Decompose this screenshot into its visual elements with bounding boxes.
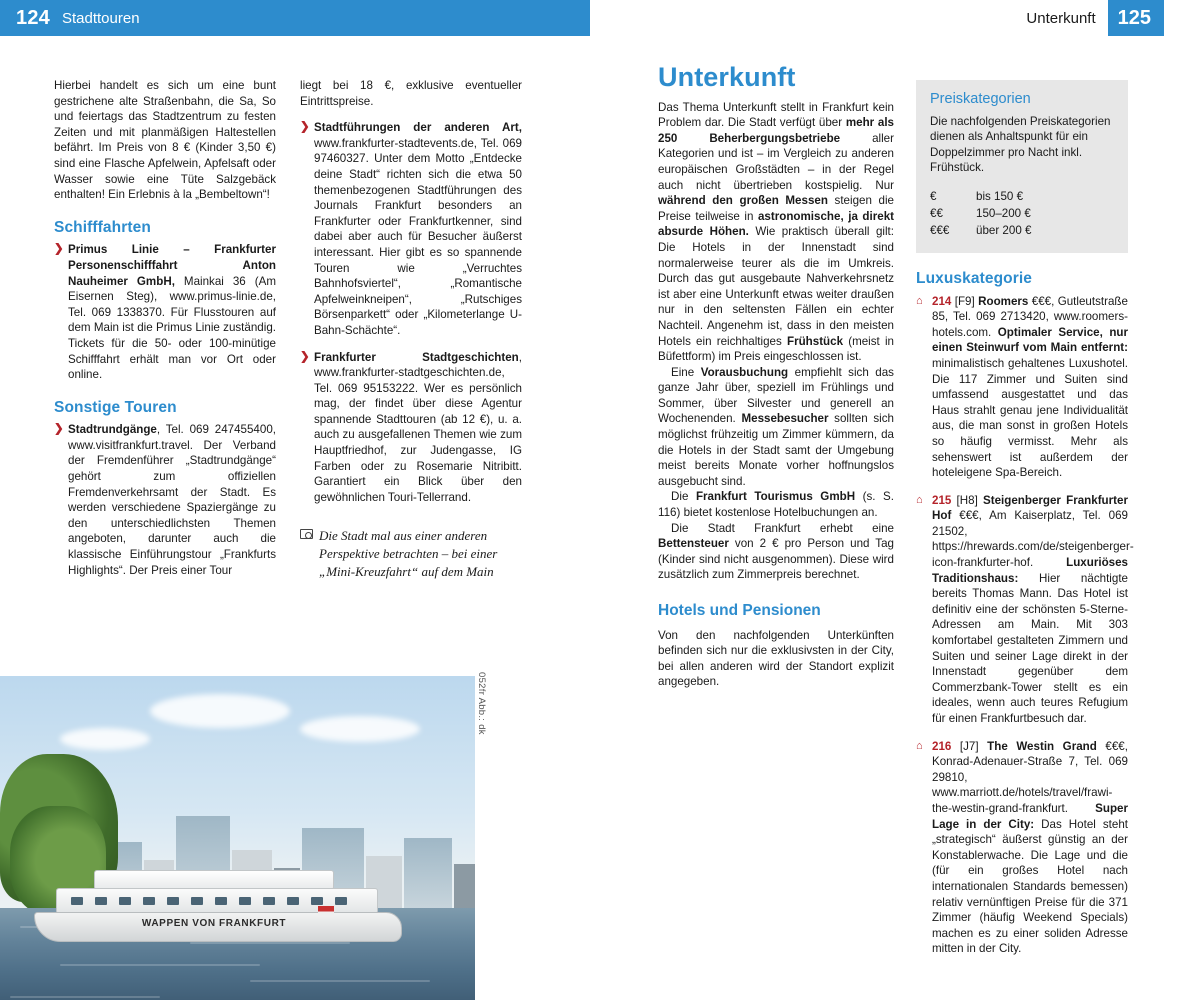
paragraph-vorausbuchung (658, 365, 894, 490)
ship-window (287, 897, 299, 905)
wave (250, 980, 430, 982)
hotel-number: 214 (932, 294, 952, 308)
heading-luxuskategorie: Luxuskategorie (916, 269, 1032, 287)
heading-hotels-und-pensionen: Hotels und Pensionen (658, 602, 821, 619)
ship-window (191, 897, 203, 905)
text-run-bold: Bettensteuer (658, 537, 729, 551)
hotel-address: , Gutleutstraße 85, Tel. 069 2713420, www.roomers-hotels.com. (932, 294, 1128, 339)
chevron-right-icon: ❯ (300, 350, 310, 363)
right-header-content (1026, 0, 1180, 36)
hotel-description: Das Hotel steht „strategisch“ äußerst günstig an der Konstablerwache. Die Lage und die (für ein großes Hotel nach internationalen Standards bemessen) relativ vernünftigen Preise für die 371 Zimmer (häufig Weekend Specials) machen es zu einer soliden Adresse mitten in der City. (932, 817, 1128, 956)
hotel-entry (916, 739, 1128, 957)
page-number-right: 125 (1108, 0, 1164, 36)
ship-window (95, 897, 107, 905)
chevron-right-icon: ❯ (300, 121, 310, 134)
list-item-text: , Tel. 069 247455400, www.visitfrankfurt.travel. Der Verband der Fremdenführer „Stadtrundgänge“ gehört zum offiziellen Fremdenverkehrsamt der Stadt. Es werden verschiedene Spaziergänge zu den unterschiedlichsten Themen angeboten, darunter auch die klassische Einführungstour „Frankfurts Highlights“. Der Preis einer Tour (68, 423, 276, 577)
hotel-map-ref: [F9] (954, 294, 975, 308)
cloud-shape (300, 716, 420, 742)
list-item-text: Mainkai 36 (Am Eisernen Steg), www.primus-linie.de, Tel. 069 1338370. Für Flusstouren auf dem Main ist die Primus Linie zuständig. Tickets für die 50- oder 100-minütige Schifffahrt erhält man vor Ort oder online. (68, 274, 276, 382)
price-table (930, 188, 1114, 239)
text-run: Wie praktisch überall gilt: Die Hotels in der Innenstadt sind normalerweise teurer als die im Umkreis. Durch das gut ausgebaute Nahverkehrsnetz ist aber eine Unterkunft etwas weiter draußen nur in den seltensten Fällen ein echter Nachteil. Angenehm ist, dass in den meisten Hotels ein reichhaltiges (658, 225, 894, 348)
price-symbol: €€€ (930, 223, 950, 237)
cloud-shape (150, 694, 290, 728)
ship-window (71, 897, 83, 905)
hotel-entry (916, 493, 1134, 727)
paragraph-tourismus (658, 489, 894, 520)
hotel-price-category: €€€ (1105, 739, 1125, 753)
text-run: von 2 € pro Person und Tag (Kinder sind nicht ausgenommen). Diese wird zusätzlich zum Zimmerpreis berechnet. (658, 537, 894, 582)
hotel-marker-icon: ⌂ (916, 493, 923, 506)
ship-window (311, 897, 323, 905)
list-item (300, 350, 522, 506)
column-4 (916, 80, 1134, 969)
price-symbol: €€ (930, 206, 943, 220)
building (454, 864, 475, 912)
price-range: 150–200 € (976, 206, 1031, 220)
left-header-content (0, 0, 140, 36)
price-categories-title: Preiskategorien (930, 91, 1031, 107)
hotel-highlight: Optimaler Service, nur einen Steinwurf vom Main entfernt: (932, 325, 1128, 355)
text-run-bold: mehr als 250 Beherbergungsbetriebe (658, 116, 894, 145)
hotel-highlight: Luxuriöses Traditionshaus: (932, 556, 1128, 585)
running-head-left: Stadttouren (61, 9, 140, 27)
hotel-marker-icon: ⌂ (916, 294, 923, 307)
column-3 (658, 62, 895, 690)
price-symbol: € (930, 189, 937, 203)
hotel-highlight: Super Lage in der City: (932, 801, 1128, 831)
running-head-right: Unterkunft (1026, 9, 1096, 27)
hotel-number: 215 (932, 493, 952, 507)
list-item (54, 242, 276, 382)
paragraph-bettensteuer (658, 521, 894, 583)
list-item-text: www.frankfurter-stadtevents.de, Tel. 069 97460327. Unter dem Motto „Entdecke deine Stadt“ richten sich die etwa 50 themenbezogenen Stadtführungen des Journals Frankfurt besonders an Frankfurter oder Frankfurtkenner, sind dabei aber auch für Besucher äußerst interessant. Hier gibt es so spannende Touren wie „Verruchtes Bahnhofsviertel“, „Romantische Apfelweinkneipen“, „Rutschiges Börsenparkett“ oder „Kilometerlange U-Bahn-Schächte“. (314, 136, 522, 337)
camera-icon (300, 529, 313, 539)
text-run: empfiehlt sich das ganze Jahr über, speziell im Frühlings und Sommer, über Silvester und generell an Wochenenden. (658, 365, 894, 426)
hotel-description: Hier nächtigte bereits Thomas Mann. Das Hotel ist definitiv eine der schönsten 5-Sterne-Adressen am Main. Mit 303 komfortabel gestalteten Zimmern und Suiten und seiner Lage direkt in der Innenstadt gegenüber dem Commerzbank-Tower stellt es ein ideales, wenn auch teures Refugium für einen Frankfurtbesuch dar. (932, 571, 1128, 725)
list-item-title: Primus Linie – Frankfurter Personenschifffahrt Anton Nauheimer GmbH, (68, 243, 276, 288)
ship-name-label: WAPPEN VON FRANKFURT (141, 918, 287, 929)
paragraph-continued: liegt bei 18 €, exklusive eventueller Eintrittspreise. (300, 79, 522, 108)
hotel-number: 216 (932, 739, 952, 753)
text-run: (s. S. 116) bietet kostenlose Hotelbuchungen an. (658, 490, 895, 520)
text-run-bold: astronomische, ja direkt absurde Höhen. (658, 209, 895, 239)
text-run: Eine (671, 365, 701, 379)
column-2 (300, 78, 522, 581)
text-run-bold: Frühstück (786, 334, 844, 348)
river-cruise-ship (34, 868, 402, 944)
text-run-bold: Messebesucher (741, 412, 829, 426)
text-run: Die Stadt Frankfurt erhebt eine (671, 521, 894, 535)
text-run-bold: Frankfurt Tourismus GmbH (695, 490, 856, 504)
hotel-address: , Am Kaiserplatz, Tel. 069 21502, https://hrewards.com/de/steigenberger-icon-frankfurter-hof. (932, 509, 1134, 570)
table-row (930, 222, 1114, 239)
hotel-map-ref: [J7] (959, 739, 979, 753)
text-run: steigen die Preise teilweise in (658, 194, 894, 223)
chevron-right-icon: ❯ (54, 423, 64, 436)
list-item-title: Stadtführungen der anderen Art, (314, 121, 522, 135)
page-number-left: 124 (16, 6, 50, 29)
price-range: bis 150 € (976, 189, 1024, 203)
text-run: Das Thema Unterkunft stellt in Frankfurt kein Problem dar. Die Stadt verfügt über (658, 100, 894, 130)
list-item (54, 422, 276, 578)
ship-window (215, 897, 227, 905)
text-run: (meist in Büfettform) im Preis eingeschlossen ist. (658, 334, 894, 364)
heading-sonstige-touren: Sonstige Touren (54, 398, 177, 416)
photo-credit: 052fr Abb.: dk (476, 672, 487, 735)
ship-window (143, 897, 155, 905)
text-run-bold: während den großen Messen (658, 194, 828, 208)
wave (60, 964, 260, 966)
hotel-marker-icon: ⌂ (916, 739, 923, 752)
paragraph-bembeltown: Hierbei handelt es sich um eine bunt gestrichene alte Straßenbahn, die Sa, So und feiertags das Stadtzentrum zu festen Zeiten und mit planmäßigen Haltestellen befährt. Im Preis von 8 € (Kinder 3,50 €) sind eine Flasche Apfelwein, Apfelsaft oder Wasser sowie eine Tüte Salzgebäck enthalten! Ein Erlebnis à la „Bembeltown“! (54, 79, 276, 202)
hotel-price-category: €€€ (959, 509, 979, 523)
ship-window (239, 897, 251, 905)
hotel-name: Roomers (978, 294, 1029, 308)
photo-caption (300, 527, 522, 581)
text-run: sollten sich möglichst frühzeitig um Zimmer kümmern, da die Hotels in der Stadt samt der Umgebung meist bereits Monate vorher hoffnungslos ausgebucht sind. (658, 412, 894, 488)
list-item-title: Frankfurter Stadtgeschichten (314, 350, 519, 364)
text-run: aller Kategorien und ist – im Vergleich zu anderen europäischen Großstädten – in der Regel auch nicht übertrieben kostspielig. Nur (658, 131, 894, 192)
price-range: über 200 € (976, 223, 1032, 237)
hotel-map-ref: [H8] (956, 493, 978, 507)
ship-window (263, 897, 275, 905)
ship-window (167, 897, 179, 905)
hotel-description: minimalistisch gehaltenes Luxushotel. Die 117 Zimmer und Suiten sind umfassend ausgestattet und das Haus strahlt genau jene Individualität aus, die man sonst in großen Hotels so häufig vermisst. Mehr als sehenswert ist außerdem der hoteleigene Spa-Bereich. (932, 356, 1128, 480)
building (404, 838, 452, 912)
paragraph-hotels-intro: Von den nachfolgenden Unterkünften befinden sich nur die exklusivsten in der City, bei allen anderen wird der Standort explizit angegeben. (658, 628, 894, 689)
hotel-entry (916, 294, 1128, 481)
price-categories-box (916, 80, 1128, 253)
cloud-shape (60, 728, 150, 750)
hotel-name: The Westin Grand (987, 739, 1097, 753)
hotel-price-category: €€€ (1031, 294, 1052, 308)
ship-upper-deck (94, 870, 334, 890)
chapter-title: Unterkunft (658, 62, 796, 92)
ship-flag (318, 906, 334, 917)
price-categories-text: Die nachfolgenden Preiskategorien dienen als Anhaltspunkt für ein Doppelzimmer pro Nacht inkl. Frühstück. (930, 114, 1111, 175)
text-run-bold: Vorausbuchung (700, 365, 789, 379)
photo-caption-text: Die Stadt mal aus einer anderen Perspektive betrachten – bei einer „Mini-Kreuzfahrt“ auf dem Main (319, 528, 498, 580)
list-item-title: Stadtrundgänge (68, 423, 157, 437)
text-run: Die (671, 490, 696, 504)
list-item-text: , www.frankfurter-stadtgeschichten.de, Tel. 069 95153222. Wer es persönlich mag, der findet über diese Agentur spannende Stadttouren (ab 12 €), u. a. auch zu ausgefallenen Themen wie zum Hauptfriedhof, zur Judengasse, IG Farben oder zu Rosemarie Nitribitt. Garantiert ein Blick über den gewöhnlichen Touri-Tellerrand. (314, 350, 522, 504)
hotel-address: , Konrad-Adenauer-Straße 7, Tel. 069 29810, www.marriott.de/hotels/travel/frawi-the-westin-grand-frankfurt. (932, 739, 1128, 815)
table-row (930, 205, 1114, 222)
column-1 (54, 78, 276, 589)
hotel-name: Steigenberger Frankfurter Hof (932, 493, 1128, 523)
ship-window (119, 897, 131, 905)
table-row (930, 188, 1114, 205)
wave (10, 996, 160, 998)
heading-schifffahrten: Schifffahrten (54, 218, 151, 236)
paragraph-intro (658, 100, 894, 365)
ship-window (335, 897, 347, 905)
list-item (300, 120, 522, 338)
chevron-right-icon: ❯ (54, 243, 64, 256)
photo-frankfurt-river-cruise (0, 676, 475, 1000)
